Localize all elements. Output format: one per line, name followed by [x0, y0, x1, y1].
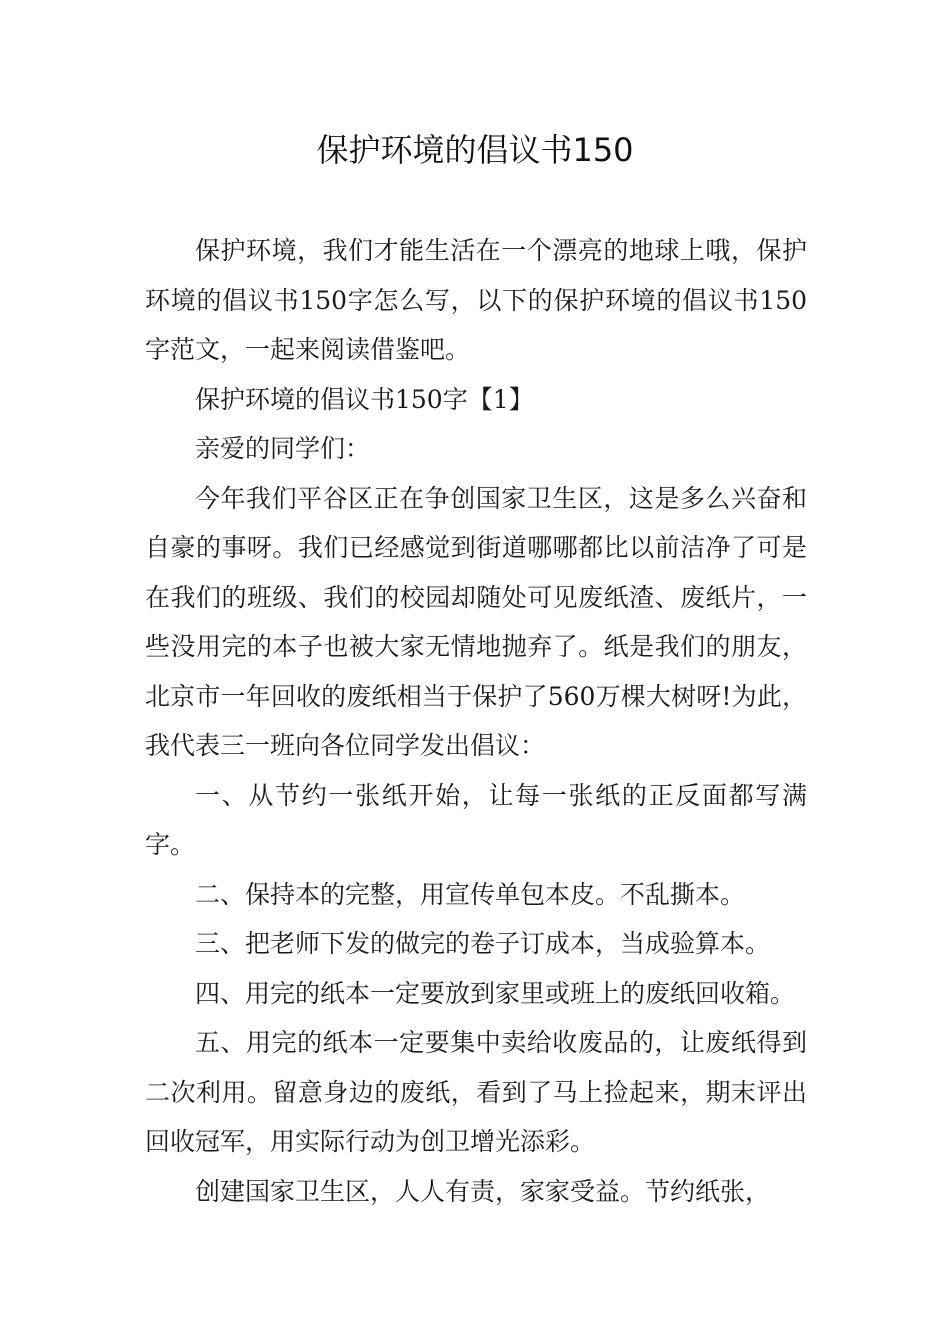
proposal-item-1: 一、从节约一张纸开始，让每一张纸的正反面都写满字。	[145, 780, 807, 859]
proposal-item-2: 二、保持本的完整，用宣传单包本皮。不乱撕本。	[195, 879, 746, 909]
proposal-item-4: 四、用完的纸本一定要放到家里或班上的废纸回收箱。	[195, 978, 796, 1008]
salutation: 亲爱的同学们：	[195, 434, 371, 463]
document-body	[145, 226, 807, 1216]
intro-paragraph: 保护环境，我们才能生活在一个漂亮的地球上哦，保护环境的倡议书150字怎么写，以下的保护环境的倡议书150字范文，一起来阅读借鉴吧。	[145, 236, 807, 364]
closing-paragraph: 创建国家卫生区，人人有责，家家受益。节约纸张，	[195, 1176, 771, 1206]
document-title: 保护环境的倡议书150	[316, 131, 634, 169]
proposal-item-5: 五、用完的纸本一定要集中卖给收废品的，让废纸得到二次利用。留意身边的废纸，看到了马上捡起来，期末评出回收冠军，用实际行动为创卫增光添彩。	[145, 1028, 807, 1156]
section-heading: 保护环境的倡议书150字【1】	[195, 384, 534, 414]
body-paragraph: 今年我们平谷区正在争创国家卫生区，这是多么兴奋和自豪的事呀。我们已经感觉到街道哪哪都比以前洁净了可是在我们的班级、我们的校园却随处可见废纸渣、废纸片，一些没用完的本子也被大家无情地抛弃了。纸是我们的朋友，北京市一年回收的废纸相当于保护了560万棵大树呀!为此，我代表三一班向各位同学发出倡议：	[145, 483, 807, 760]
proposal-item-3: 三、把老师下发的做完的卷子订成本，当成验算本。	[195, 929, 771, 958]
